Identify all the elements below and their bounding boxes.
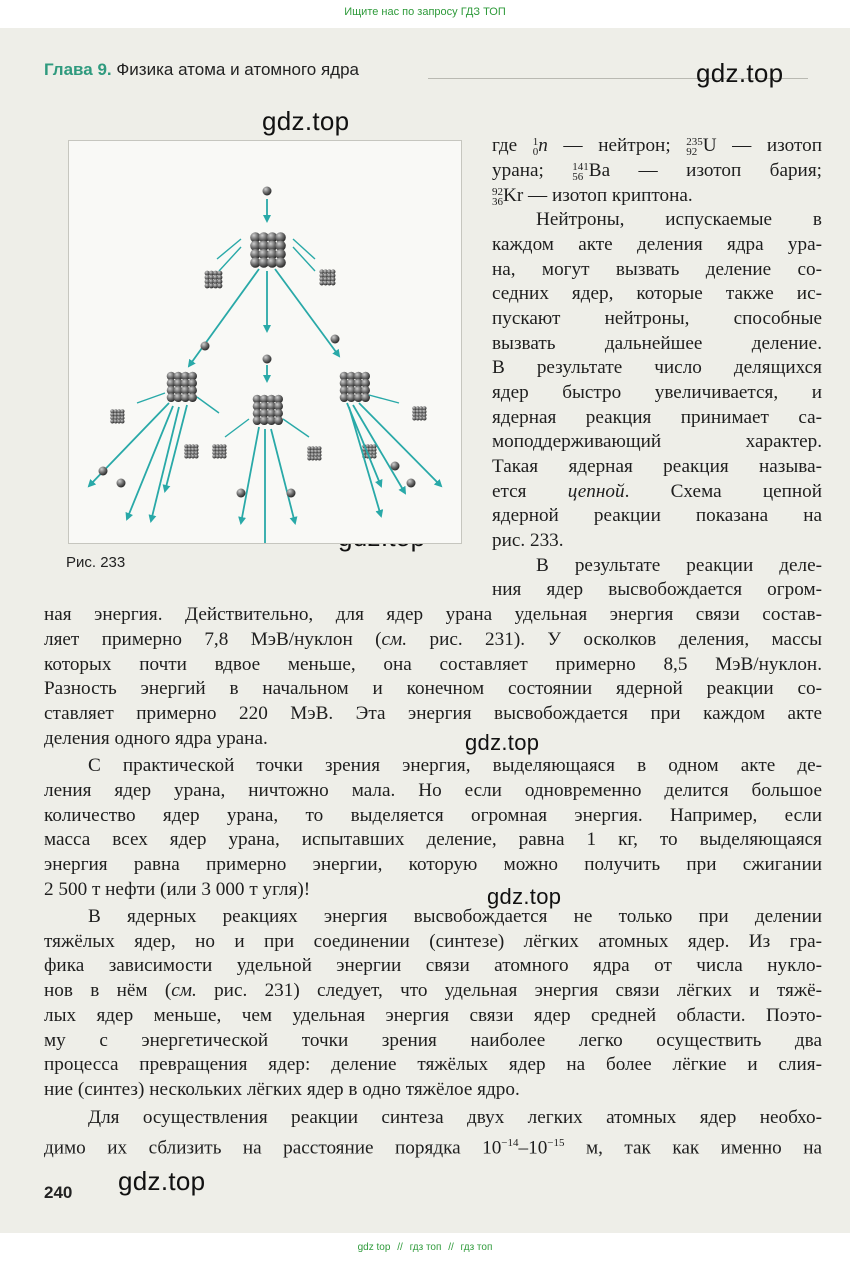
text-line: ется цепной. Схема цепной: [492, 481, 823, 502]
watermark: gdz.top: [465, 730, 540, 755]
neutron: [201, 342, 210, 351]
fragment-nucleus-nucleon: [194, 454, 198, 458]
text-line: седних ядер, которые также ис-: [492, 283, 822, 304]
neutron: [237, 489, 246, 498]
text-line: деления одного ядра урана.: [44, 728, 268, 749]
uranium-nucleus-nucleon: [361, 393, 370, 402]
text-line: каждом акте деления ядра ура-: [492, 234, 822, 255]
text-line: ядерной реакции показана на: [492, 505, 822, 526]
legend-line: урана; 141 56 Ba — изотоп бария;: [492, 160, 822, 183]
emission-ray: [293, 247, 315, 271]
page-header: [44, 60, 359, 80]
emission-ray: [283, 419, 309, 437]
neutron: [99, 467, 108, 476]
text-line: вызвать дальнейшее деление.: [492, 333, 822, 354]
text-line: му с энергетической точки зрения наиболее легко осуществить два: [44, 1030, 822, 1051]
fragment-nucleus-nucleon: [422, 416, 426, 420]
text-line: ляет примерно 7,8 МэВ/нуклон (см. рис. 231). У осколков деления, массы: [44, 629, 822, 650]
footer-link[interactable]: гдз топ: [460, 1242, 493, 1253]
watermark: gdz.top: [696, 58, 784, 88]
text-line: В результате число делящихся: [492, 357, 822, 378]
text-line: количество ядер урана, то выделяется огромная энергия. Например, если: [44, 805, 822, 826]
uranium-nucleus-nucleon: [274, 416, 283, 425]
text-line: моподдерживающий характер.: [492, 431, 822, 452]
emission-ray: [293, 239, 315, 259]
emission-ray: [137, 393, 165, 403]
neutron-arrow: [271, 429, 295, 523]
footer-separator: //: [397, 1242, 403, 1253]
legend-line: где 1 0 n — нейтрон; 235 92 U — изотоп: [492, 135, 822, 158]
emission-ray: [219, 247, 241, 271]
text-line: фика зависимости удельной энергии связи атомного ядра от числа нукло-: [44, 955, 822, 976]
text-line: энергия равна примерно энергии, которую можно получить при сжигании: [44, 854, 822, 875]
uranium-nucleus-nucleon: [188, 393, 197, 402]
emission-ray: [197, 397, 219, 413]
text-line: ядерная реакция принимает са-: [492, 407, 822, 428]
text-line: димо их сблизить на расстояние порядка $10^{-14}-10^{-15}$ м, так как именно на: [44, 1137, 823, 1159]
text-line: ная энергия. Действительно, для ядер урана удельная энергия связи состав-: [44, 604, 822, 625]
uranium-nucleus-nucleon: [275, 257, 285, 267]
text-line: ставляет примерно 220 МэВ. Эта энергия высвобождается при каждом акте: [44, 703, 822, 724]
fragment-nucleus-nucleon: [331, 281, 336, 286]
neutron: [117, 479, 126, 488]
text-line: ние (синтез) нескольких лёгких ядер в одно тяжёлое ядро.: [44, 1079, 520, 1100]
text-line: В ядерных реакциях энергия высвобождается не только при делении: [88, 906, 822, 927]
neutron-arrow: [241, 427, 259, 523]
text-line: ния ядер высвобождается огром-: [492, 579, 822, 600]
text-line: лых ядер меньше, чем удельная энергия связи ядер средней области. Поэто-: [44, 1005, 822, 1026]
text-line: ядер быстро увеличивается, и: [492, 382, 822, 403]
text-line: рис. 233.: [492, 530, 564, 551]
text-line: Разность энергий в начальном и конечном состоянии ядерной реакции со-: [44, 678, 822, 699]
neutron: [331, 335, 340, 344]
text-line: тяжёлых ядер, но и при соединении (синтезе) лёгких атомных ядер. Из гра-: [44, 931, 822, 952]
emission-ray: [225, 419, 249, 437]
text-line: нов в нём (см. рис. 231) следует, что удельная энергия связи лёгких и тяжё-: [44, 980, 822, 1001]
isotope-notation: 92 36: [492, 186, 503, 208]
isotope-notation: 1 0: [532, 136, 539, 158]
page-number: 240: [44, 1183, 73, 1202]
emission-ray: [369, 395, 399, 403]
watermark: gdz.top: [118, 1166, 206, 1196]
figure-caption: Рис. 233: [66, 554, 126, 571]
text-line: 2 500 т нефти (или 3 000 т угля)!: [44, 879, 311, 900]
fragment-nucleus-nucleon: [372, 454, 376, 458]
text-line: масса всех ядер урана, испытавших деление, равна 1 кг, то выделяющаяся: [44, 829, 822, 850]
chapter-number: Глава 9.: [44, 60, 112, 79]
neutron: [407, 479, 416, 488]
text-line: С практической точки зрения энергия, выделяющаяся в одном акте де-: [88, 755, 822, 776]
neutron: [263, 187, 272, 196]
watermark: gdz.top: [487, 884, 562, 909]
term-chain: цепной: [567, 481, 625, 502]
chain-reaction-diagram: [69, 141, 461, 543]
chapter-title: Физика атома и атомного ядра: [116, 60, 359, 79]
neutron-arrow: [349, 407, 381, 516]
text-line: пускают нейтроны, способные: [492, 308, 822, 329]
neutron: [287, 489, 296, 498]
text-line: В результате реакции деле-: [536, 555, 822, 576]
text-line: Для осуществления реакции синтеза двух легких атомных ядер необхо-: [88, 1107, 822, 1128]
footer-separator: //: [448, 1242, 454, 1253]
top-search-link[interactable]: Ищите нас по запросу ГДЗ ТОП: [344, 6, 506, 18]
text-line: ления ядер урана, ничтожно мала. Но если одновременно делится большое: [44, 780, 822, 801]
fragment-nucleus-nucleon: [317, 456, 321, 460]
book-page: [0, 28, 850, 1233]
neutron-arrow: [189, 269, 259, 366]
fragment-nucleus-nucleon: [222, 454, 226, 458]
text-line: процесса превращения ядер: деление тяжёлых ядер на более лёгкие и слия-: [44, 1054, 822, 1075]
text-line: Нейтроны, испускаемые в: [536, 209, 822, 230]
footer-link[interactable]: гдз топ: [409, 1242, 442, 1253]
footer-link[interactable]: gdz top: [357, 1242, 391, 1253]
chain-reaction-figure: [68, 140, 462, 544]
bottom-links: [0, 1242, 850, 1253]
neutron: [391, 462, 400, 471]
text-line: Такая ядерная реакция называ-: [492, 456, 822, 477]
fragment-nucleus-nucleon: [217, 283, 222, 288]
isotope-notation: 235 92: [686, 136, 703, 158]
isotope-notation: 141 56: [572, 161, 589, 183]
watermark: gdz.top: [262, 106, 350, 136]
neutron: [263, 355, 272, 364]
legend-line: 92 36 Kr — изотоп криптона.: [492, 185, 693, 208]
text-line: которых почти вдвое меньше, она составляет примерно 8,5 МэВ/нуклон.: [44, 654, 822, 675]
emission-ray: [217, 239, 241, 259]
fragment-nucleus-nucleon: [120, 419, 124, 423]
text-line: на, могут вызвать деление со-: [492, 259, 822, 280]
